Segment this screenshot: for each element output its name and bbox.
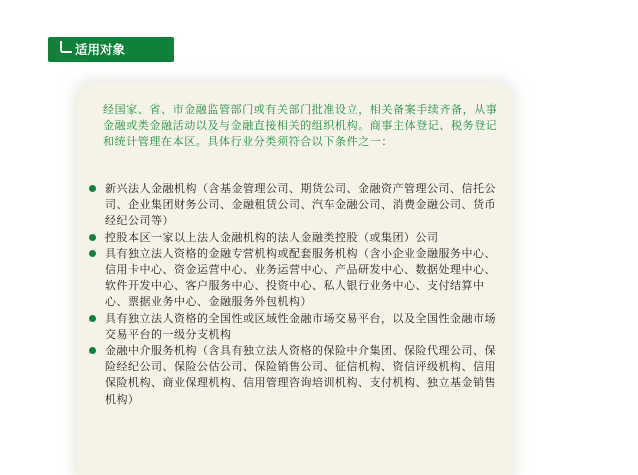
intro-paragraph: 经国家、省、市金融监管部门或有关部门批准设立，相关备案手续齐备，从事金融或类金融活动以及与金融直接相关的组织机构。商事主体登记、税务登记和统计管理在本区。具体行业分类须符合以下条件之一： bbox=[103, 103, 498, 149]
section-header bbox=[48, 37, 174, 62]
bullet-icon bbox=[89, 234, 96, 241]
condition-item bbox=[83, 343, 503, 408]
bullet-icon bbox=[89, 315, 96, 322]
condition-text: 金融中介服务机构（含具有独立法人资格的保险中介集团、保险代理公司、保险经纪公司、保险公估公司、保险销售公司、征信机构、资信评级机构、信用保险机构、商业保理机构、信用管理咨询培训机构、支付机构、独立基金销售机构） bbox=[105, 344, 496, 406]
condition-text: 具有独立法人资格的金融专营机构或配套服务机构（含小企业金融服务中心、信用卡中心、资金运营中心、业务运营中心、产品研发中心、数据处理中心、软件开发中心、客户服务中心、投资中心、私人银行业务中心、支付结算中心、票据业务中心、金融服务外包机构） bbox=[105, 246, 496, 309]
condition-text: 具有独立法人资格的全国性或区域性金融市场交易平台，以及全国性金融市场交易平台的一级分支机构 bbox=[105, 311, 496, 341]
corner-accent-icon bbox=[60, 41, 72, 53]
bullet-icon bbox=[89, 347, 96, 354]
condition-item bbox=[83, 311, 503, 343]
conditions-list bbox=[83, 181, 503, 408]
section-title: 适用对象 bbox=[75, 42, 126, 57]
bullet-icon bbox=[89, 250, 96, 257]
condition-item bbox=[83, 181, 503, 230]
condition-item bbox=[83, 230, 503, 246]
bullet-icon bbox=[89, 185, 96, 192]
condition-item bbox=[83, 246, 503, 311]
condition-text: 控股本区一家以上法人金融机构的法人金融类控股（或集团）公司 bbox=[105, 230, 439, 244]
condition-text: 新兴法人金融机构（含基金管理公司、期货公司、金融资产管理公司、信托公司、企业集团财务公司、金融租赁公司、汽车金融公司、消费金融公司、货币经纪公司等） bbox=[105, 182, 496, 228]
